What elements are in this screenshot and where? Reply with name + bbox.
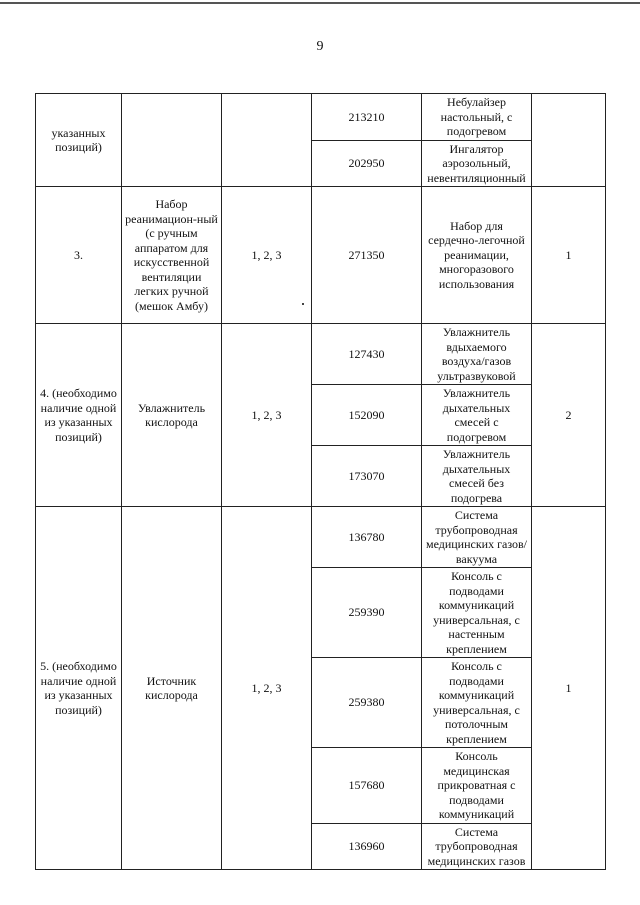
code-cell: 259380 [312,658,422,748]
item-name-cell [122,94,222,187]
quantity-cell: 2 [532,324,606,507]
item-name-cell: Источник кислорода [122,507,222,870]
code-cell: 127430 [312,324,422,385]
quantity-cell: 1 [532,187,606,324]
item-number-cell: 5. (необходимо наличие одной из указанных позиций) [36,507,122,870]
item-number-cell: указанных позиций) [36,94,122,187]
table-row [36,187,606,324]
code-cell: 173070 [312,446,422,507]
table-row [36,507,606,568]
code-cell: 152090 [312,385,422,446]
code-cell: 136960 [312,823,422,870]
quantity-cell: 1 [532,507,606,870]
equipment-cell: Небулайзер настольный, с подогревом [422,94,532,141]
equipment-cell: Ингалятор аэрозольный, невентиляционный [422,140,532,187]
code-cell: 213210 [312,94,422,141]
code-cell: 259390 [312,568,422,658]
equipment-cell: Система трубопроводная медицинских газов [422,823,532,870]
scan-speck [302,303,304,305]
equipment-cell: Консоль с подводами коммуникаций универсальная, с настенным креплением [422,568,532,658]
item-number-cell: 3. [36,187,122,324]
stages-cell: 1, 2, 3 [222,507,312,870]
item-name-cell: Увлажнитель кислорода [122,324,222,507]
code-cell: 157680 [312,748,422,824]
stages-cell [222,94,312,187]
page-number: 9 [316,39,324,54]
equipment-cell: Консоль медицинская прикроватная с подводами коммуникаций [422,748,532,824]
table-row [36,94,606,141]
item-number-cell: 4. (необходимо наличие одной из указанных позиций) [36,324,122,507]
quantity-cell [532,94,606,187]
equipment-table [35,93,606,870]
item-name-cell: Набор реанимацион-ный (с ручным аппаратом для искусственной вентиляции легких ручной (мешок Амбу) [122,187,222,324]
equipment-cell: Увлажнитель дыхательных смесей без подогрева [422,446,532,507]
top-border-line [0,2,640,4]
code-cell: 271350 [312,187,422,324]
stages-cell: 1, 2, 3 [222,187,312,324]
code-cell: 136780 [312,507,422,568]
equipment-cell: Консоль с подводами коммуникаций универсальная, с потолочным креплением [422,658,532,748]
equipment-cell: Набор для сердечно-легочной реанимации, многоразового использования [422,187,532,324]
code-cell: 202950 [312,140,422,187]
equipment-cell: Увлажнитель вдыхаемого воздуха/газов ультразвуковой [422,324,532,385]
stages-cell: 1, 2, 3 [222,324,312,507]
equipment-cell: Система трубопроводная медицинских газов/вакуума [422,507,532,568]
table-row [36,324,606,385]
equipment-cell: Увлажнитель дыхательных смесей с подогревом [422,385,532,446]
